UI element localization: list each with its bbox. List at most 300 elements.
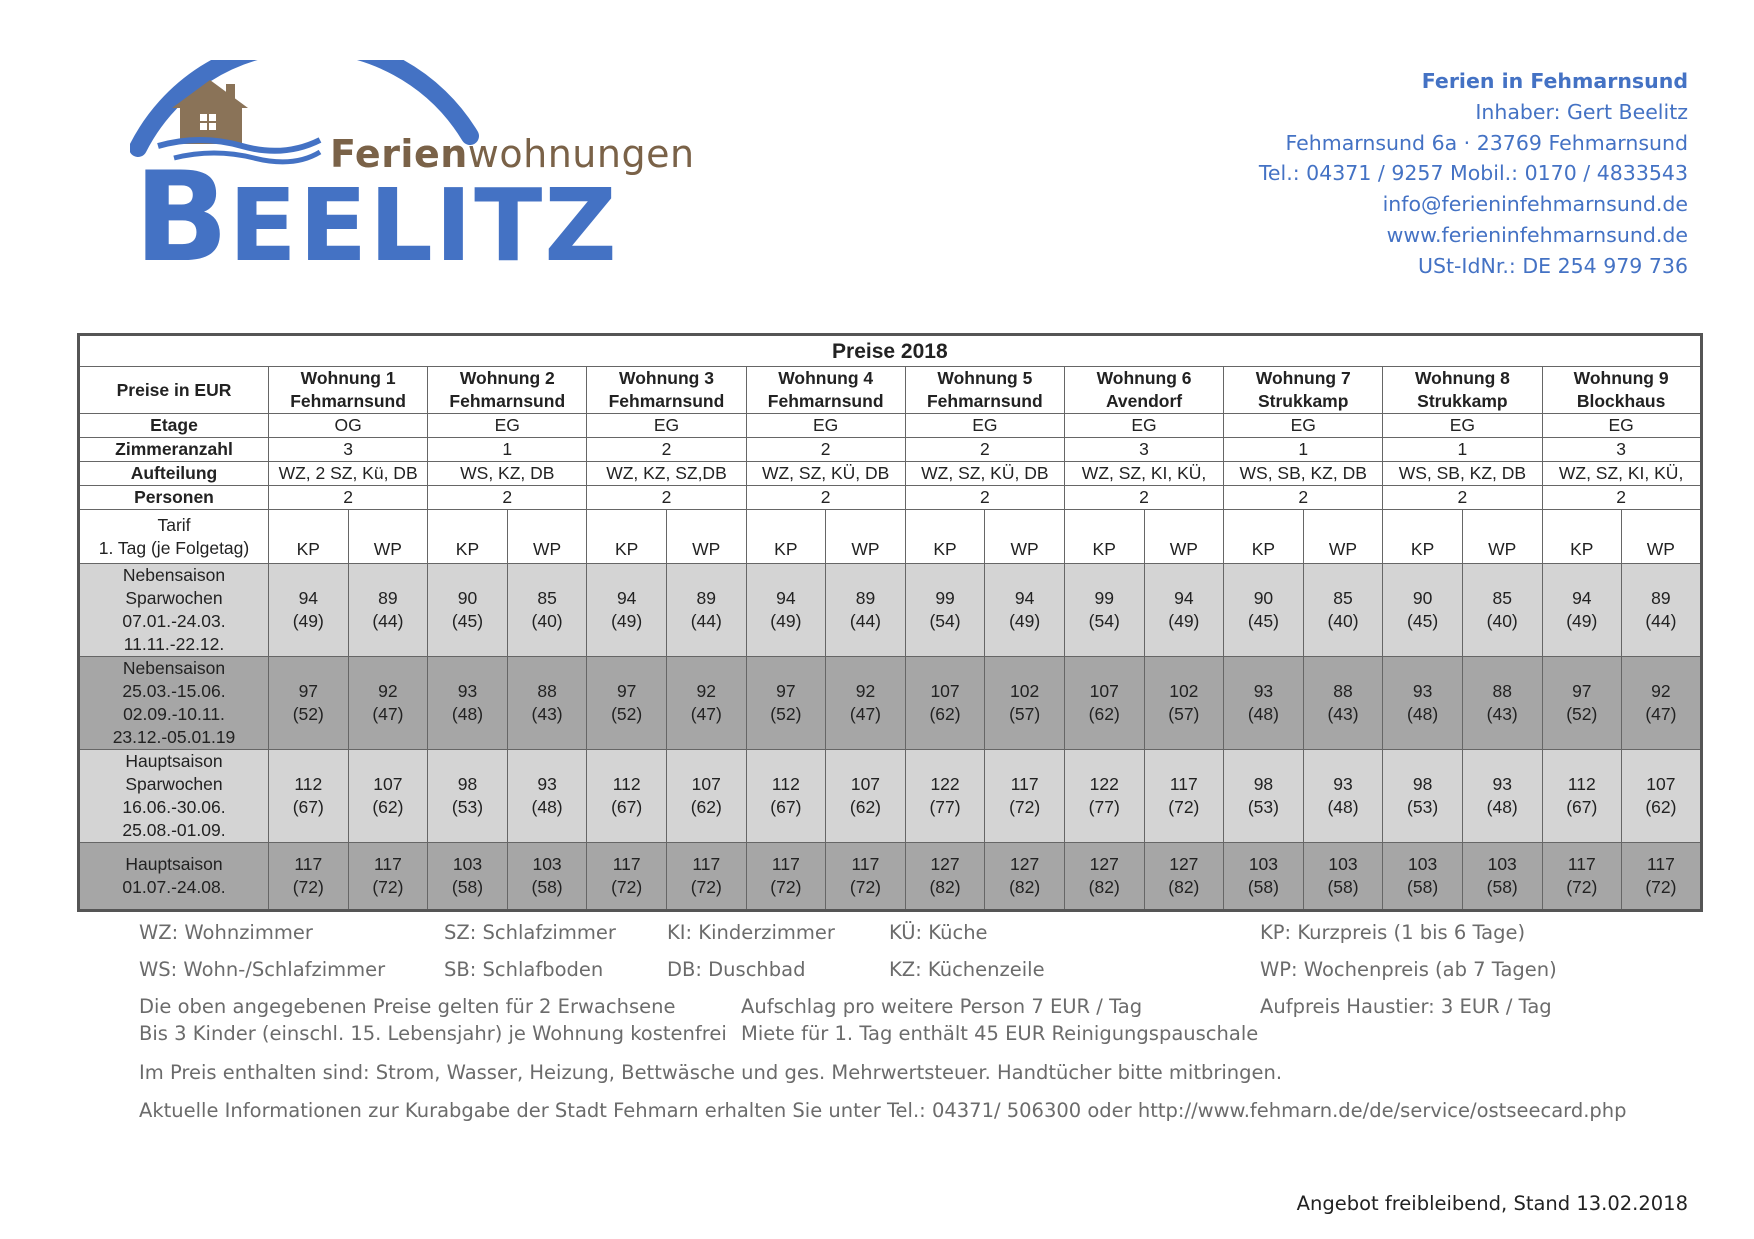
price-next-day: (77) bbox=[1088, 797, 1120, 817]
price-next-day: (53) bbox=[1247, 797, 1279, 817]
price-cell bbox=[985, 843, 1065, 911]
price-next-day: (40) bbox=[1327, 611, 1359, 631]
apartment-header bbox=[1542, 367, 1701, 414]
price-first-day: 117 bbox=[373, 854, 402, 874]
contact-block bbox=[1259, 66, 1688, 282]
season-row bbox=[79, 657, 1702, 750]
price-first-day: 103 bbox=[1487, 854, 1517, 874]
tarif-wp: WP bbox=[507, 510, 587, 564]
price-cell bbox=[1622, 750, 1702, 843]
price-cell bbox=[587, 843, 667, 911]
price-first-day: 93 bbox=[1253, 681, 1274, 701]
price-next-day: (40) bbox=[531, 611, 563, 631]
price-cell bbox=[348, 564, 428, 657]
price-first-day: 99 bbox=[1094, 588, 1114, 608]
price-first-day: 112 bbox=[612, 774, 641, 794]
row-label-zimmer: Zimmeranzahl bbox=[79, 438, 269, 462]
price-cell bbox=[269, 657, 349, 750]
price-next-day: (82) bbox=[1009, 877, 1041, 897]
price-next-day: (72) bbox=[849, 877, 882, 897]
price-cell bbox=[507, 657, 587, 750]
corner-label: Preise in EUR bbox=[79, 367, 269, 414]
price-next-day: (44) bbox=[690, 611, 722, 631]
price-next-day: (52) bbox=[770, 704, 802, 724]
note-pet: Aufpreis Haustier: 3 EUR / Tag bbox=[1260, 995, 1552, 1018]
apartment-header bbox=[428, 367, 587, 414]
season-label-line: Hauptsaison bbox=[125, 751, 223, 771]
price-first-day: 89 bbox=[696, 588, 716, 608]
legend-sb: SB: Schlafboden bbox=[444, 958, 604, 981]
price-cell bbox=[587, 564, 667, 657]
price-first-day: 92 bbox=[855, 681, 876, 701]
apartment-name: Wohnung 3 bbox=[619, 368, 714, 388]
logo-subtitle: Ferienwohnungen bbox=[330, 132, 695, 176]
price-cell bbox=[826, 843, 906, 911]
price-next-day: (49) bbox=[1168, 611, 1200, 631]
price-cell bbox=[428, 564, 508, 657]
season-label bbox=[79, 843, 269, 911]
company-logo bbox=[130, 60, 695, 290]
contact-email[interactable]: info@ferieninfehmarnsund.de bbox=[1382, 192, 1688, 217]
price-first-day: 89 bbox=[378, 588, 398, 608]
price-cell bbox=[1303, 750, 1383, 843]
legend-wp: WP: Wochenpreis (ab 7 Tagen) bbox=[1260, 958, 1557, 981]
price-next-day: (72) bbox=[690, 877, 722, 897]
price-first-day: 97 bbox=[776, 681, 796, 701]
cell-zimmer: 3 bbox=[269, 438, 428, 462]
price-cell bbox=[746, 843, 826, 911]
price-next-day: (45) bbox=[451, 611, 484, 631]
price-first-day: 122 bbox=[930, 774, 960, 794]
tarif-kp: KP bbox=[1383, 510, 1463, 564]
price-next-day: (72) bbox=[1645, 877, 1677, 897]
price-next-day: (67) bbox=[770, 797, 802, 817]
note-included: Im Preis enthalten sind: Strom, Wasser, Heizung, Bettwäsche und ges. Mehrwertsteuer. Handtücher bitte mitbringen. bbox=[139, 1061, 1283, 1084]
price-next-day: (43) bbox=[1327, 704, 1359, 724]
price-cell bbox=[1224, 564, 1304, 657]
price-cell bbox=[1383, 843, 1463, 911]
price-next-day: (49) bbox=[1566, 611, 1598, 631]
apartment-name: Wohnung 2 bbox=[459, 368, 555, 388]
tarif-kp: KP bbox=[1542, 510, 1622, 564]
price-first-day: 88 bbox=[537, 681, 557, 701]
price-next-day: (67) bbox=[292, 797, 324, 817]
price-cell bbox=[1303, 843, 1383, 911]
cell-etage: EG bbox=[587, 414, 746, 438]
apartment-name: Wohnung 6 bbox=[1096, 368, 1192, 388]
price-first-day: 117 bbox=[612, 854, 641, 874]
price-cell bbox=[985, 564, 1065, 657]
tarif-wp: WP bbox=[1144, 510, 1224, 564]
price-next-day: (72) bbox=[770, 877, 802, 897]
price-first-day: 92 bbox=[378, 681, 398, 701]
price-first-day: 89 bbox=[1651, 588, 1671, 608]
price-next-day: (53) bbox=[451, 797, 484, 817]
season-label-line: 25.08.-01.09. bbox=[122, 820, 226, 840]
season-label-line: 01.07.-24.08. bbox=[122, 877, 226, 897]
price-first-day: 93 bbox=[1333, 774, 1353, 794]
price-cell bbox=[746, 750, 826, 843]
price-first-day: 122 bbox=[1089, 774, 1119, 794]
price-first-day: 102 bbox=[1010, 681, 1040, 701]
price-first-day: 85 bbox=[537, 588, 557, 608]
tarif-wp: WP bbox=[1303, 510, 1383, 564]
cell-aufteilung: WZ, KZ, SZ,DB bbox=[587, 462, 746, 486]
price-cell bbox=[1462, 564, 1542, 657]
tarif-kp: KP bbox=[746, 510, 826, 564]
legend-ku: KÜ: Küche bbox=[889, 921, 988, 944]
apartment-location: Blockhaus bbox=[1576, 391, 1666, 411]
price-cell bbox=[826, 750, 906, 843]
price-first-day: 127 bbox=[1089, 854, 1119, 874]
price-cell bbox=[1622, 564, 1702, 657]
price-first-day: 112 bbox=[771, 774, 800, 794]
price-cell bbox=[507, 843, 587, 911]
cell-zimmer: 1 bbox=[428, 438, 587, 462]
price-cell bbox=[1462, 843, 1542, 911]
price-next-day: (58) bbox=[1486, 877, 1518, 897]
price-first-day: 92 bbox=[1651, 681, 1671, 701]
price-cell bbox=[905, 750, 985, 843]
apartment-location: Fehmarnsund bbox=[926, 391, 1043, 411]
apartment-location: Strukkamp bbox=[1417, 391, 1508, 411]
cell-etage: EG bbox=[1224, 414, 1383, 438]
price-next-day: (62) bbox=[1088, 704, 1120, 724]
price-cell bbox=[1064, 843, 1144, 911]
price-first-day: 117 bbox=[771, 854, 800, 874]
tarif-kp: KP bbox=[1064, 510, 1144, 564]
price-cell bbox=[1462, 750, 1542, 843]
price-cell bbox=[1144, 750, 1224, 843]
price-first-day: 85 bbox=[1492, 588, 1512, 608]
season-label-line: 23.12.-05.01.19 bbox=[112, 727, 236, 747]
apartment-name: Wohnung 8 bbox=[1414, 368, 1510, 388]
price-next-day: (44) bbox=[849, 611, 882, 631]
price-cell bbox=[428, 843, 508, 911]
note-adults: Die oben angegebenen Preise gelten für 2 Erwachsene bbox=[139, 995, 676, 1018]
apartment-header bbox=[1064, 367, 1223, 414]
cell-aufteilung: WZ, SZ, KI, KÜ, bbox=[1064, 462, 1223, 486]
cell-aufteilung: WZ, 2 SZ, Kü, DB bbox=[269, 462, 428, 486]
price-cell bbox=[1542, 564, 1622, 657]
season-label-line: Sparwochen bbox=[125, 588, 223, 608]
price-first-day: 94 bbox=[1174, 588, 1194, 608]
price-cell bbox=[348, 657, 428, 750]
price-cell bbox=[666, 657, 746, 750]
cell-etage: EG bbox=[746, 414, 905, 438]
price-first-day: 85 bbox=[1333, 588, 1353, 608]
contact-phone: Tel.: 04371 / 9257 Mobil.: 0170 / 4833543 bbox=[1258, 161, 1688, 186]
price-next-day: (53) bbox=[1407, 797, 1439, 817]
price-next-day: (54) bbox=[1088, 611, 1120, 631]
season-row bbox=[79, 564, 1702, 657]
cell-personen: 2 bbox=[1542, 486, 1701, 510]
price-first-day: 107 bbox=[373, 774, 403, 794]
price-first-day: 93 bbox=[1492, 774, 1512, 794]
price-first-day: 103 bbox=[1408, 854, 1438, 874]
price-first-day: 112 bbox=[1567, 774, 1596, 794]
footer-note: Angebot freibleibend, Stand 13.02.2018 bbox=[1296, 1192, 1688, 1215]
price-next-day: (58) bbox=[1247, 877, 1279, 897]
price-first-day: 94 bbox=[616, 588, 637, 608]
apartment-name: Wohnung 9 bbox=[1573, 368, 1669, 388]
cell-personen: 2 bbox=[1224, 486, 1383, 510]
price-cell bbox=[1144, 657, 1224, 750]
price-next-day: (47) bbox=[690, 704, 722, 724]
price-first-day: 117 bbox=[1010, 774, 1039, 794]
legend-ki: KI: Kinderzimmer bbox=[667, 921, 835, 944]
row-label-aufteilung: Aufteilung bbox=[79, 462, 269, 486]
price-cell bbox=[587, 657, 667, 750]
apartment-location: Fehmarnsund bbox=[608, 391, 725, 411]
price-cell bbox=[269, 843, 349, 911]
tarif-kp: KP bbox=[269, 510, 349, 564]
price-cell bbox=[1303, 657, 1383, 750]
price-first-day: 117 bbox=[1169, 774, 1198, 794]
price-cell bbox=[826, 657, 906, 750]
season-label-line: 07.01.-24.03. bbox=[122, 611, 226, 631]
price-next-day: (72) bbox=[1566, 877, 1598, 897]
price-next-day: (48) bbox=[531, 797, 563, 817]
price-cell bbox=[1224, 750, 1304, 843]
apartment-location: Avendorf bbox=[1105, 391, 1183, 411]
cell-aufteilung: WZ, SZ, KI, KÜ, bbox=[1542, 462, 1701, 486]
price-first-day: 103 bbox=[1248, 854, 1279, 874]
price-first-day: 94 bbox=[1014, 588, 1035, 608]
price-next-day: (82) bbox=[1168, 877, 1200, 897]
apartment-header bbox=[746, 367, 905, 414]
price-next-day: (44) bbox=[1645, 611, 1677, 631]
price-cell bbox=[1064, 564, 1144, 657]
season-label-line: 11.11.-22.12. bbox=[123, 634, 225, 654]
cell-etage: OG bbox=[269, 414, 428, 438]
price-next-day: (62) bbox=[849, 797, 882, 817]
cell-zimmer: 2 bbox=[587, 438, 746, 462]
contact-web[interactable]: www.ferieninfehmarnsund.de bbox=[1386, 222, 1688, 247]
price-next-day: (47) bbox=[372, 704, 404, 724]
price-cell bbox=[1622, 657, 1702, 750]
price-next-day: (72) bbox=[611, 877, 643, 897]
price-cell bbox=[746, 657, 826, 750]
price-cell bbox=[1144, 843, 1224, 911]
note-children: Bis 3 Kinder (einschl. 15. Lebensjahr) je Wohnung kostenfrei bbox=[139, 1022, 727, 1045]
price-first-day: 93 bbox=[457, 681, 478, 701]
tarif-wp: WP bbox=[1622, 510, 1702, 564]
price-next-day: (72) bbox=[292, 877, 324, 897]
legend-ws: WS: Wohn-/Schlafzimmer bbox=[139, 958, 386, 981]
cell-etage: EG bbox=[1064, 414, 1223, 438]
logo-wordmark: BEELITZ bbox=[134, 146, 619, 290]
price-next-day: (62) bbox=[929, 704, 961, 724]
price-cell bbox=[269, 564, 349, 657]
legend-kp: KP: Kurzpreis (1 bis 6 Tage) bbox=[1260, 921, 1526, 944]
price-cell bbox=[905, 564, 985, 657]
row-label-personen: Personen bbox=[79, 486, 269, 510]
apartment-name: Wohnung 1 bbox=[300, 368, 396, 388]
contact-name: Ferien in Fehmarnsund bbox=[1421, 69, 1688, 93]
tarif-wp: WP bbox=[348, 510, 428, 564]
cell-aufteilung: WZ, SZ, KÜ, DB bbox=[905, 462, 1064, 486]
price-first-day: 94 bbox=[1572, 588, 1592, 608]
price-next-day: (52) bbox=[292, 704, 324, 724]
price-first-day: 103 bbox=[532, 854, 562, 874]
tarif-wp: WP bbox=[1462, 510, 1542, 564]
price-table bbox=[77, 333, 1703, 912]
price-next-day: (45) bbox=[1407, 611, 1439, 631]
price-next-day: (52) bbox=[611, 704, 643, 724]
season-label bbox=[79, 657, 269, 750]
tarif-line-2: 1. Tag (je Folgetag) bbox=[98, 537, 250, 558]
legend-kz: KZ: Küchenzeile bbox=[889, 958, 1045, 981]
price-next-day: (40) bbox=[1486, 611, 1518, 631]
cell-zimmer: 2 bbox=[905, 438, 1064, 462]
price-first-day: 117 bbox=[1646, 854, 1675, 874]
note-kurabgabe: Aktuelle Informationen zur Kurabgabe der Stadt Fehmarn erhalten Sie unter Tel.: 04371/ 506300 oder http://www.fehmarn.de/de/service/ostseecard.php bbox=[139, 1099, 1627, 1122]
price-next-day: (67) bbox=[611, 797, 643, 817]
tarif-kp: KP bbox=[428, 510, 508, 564]
price-cell bbox=[905, 657, 985, 750]
cell-personen: 2 bbox=[1383, 486, 1542, 510]
price-first-day: 88 bbox=[1492, 681, 1512, 701]
season-label-line: 25.03.-15.06. bbox=[122, 681, 226, 701]
price-first-day: 90 bbox=[457, 588, 478, 608]
cell-personen: 2 bbox=[1064, 486, 1223, 510]
price-first-day: 98 bbox=[457, 774, 478, 794]
price-cell bbox=[1383, 750, 1463, 843]
tarif-line-1: Tarif bbox=[157, 514, 191, 535]
legend-wz: WZ: Wohnzimmer bbox=[139, 921, 313, 944]
price-cell bbox=[985, 750, 1065, 843]
apartment-location: Fehmarnsund bbox=[767, 391, 884, 411]
season-label-line: Nebensaison bbox=[122, 658, 226, 678]
price-next-day: (82) bbox=[929, 877, 961, 897]
price-cell bbox=[348, 750, 428, 843]
price-next-day: (48) bbox=[1327, 797, 1359, 817]
price-next-day: (43) bbox=[1486, 704, 1518, 724]
season-row bbox=[79, 750, 1702, 843]
price-next-day: (57) bbox=[1009, 704, 1041, 724]
price-cell bbox=[985, 657, 1065, 750]
price-cell bbox=[428, 750, 508, 843]
season-label bbox=[79, 564, 269, 657]
season-label-line: Hauptsaison bbox=[125, 854, 223, 874]
apartment-header bbox=[905, 367, 1064, 414]
price-cell bbox=[507, 564, 587, 657]
price-first-day: 98 bbox=[1253, 774, 1274, 794]
price-next-day: (47) bbox=[1645, 704, 1677, 724]
price-first-day: 103 bbox=[452, 854, 483, 874]
price-next-day: (82) bbox=[1088, 877, 1120, 897]
price-first-day: 117 bbox=[1567, 854, 1596, 874]
price-cell bbox=[269, 750, 349, 843]
contact-vat: USt-IdNr.: DE 254 979 736 bbox=[1417, 253, 1688, 278]
tarif-wp: WP bbox=[826, 510, 906, 564]
price-next-day: (62) bbox=[1645, 797, 1677, 817]
price-cell bbox=[746, 564, 826, 657]
price-next-day: (67) bbox=[1566, 797, 1598, 817]
price-next-day: (49) bbox=[292, 611, 324, 631]
price-next-day: (43) bbox=[531, 704, 563, 724]
price-next-day: (62) bbox=[372, 797, 404, 817]
price-next-day: (48) bbox=[1407, 704, 1439, 724]
cell-zimmer: 3 bbox=[1064, 438, 1223, 462]
tarif-wp: WP bbox=[985, 510, 1065, 564]
row-label-tarif bbox=[79, 510, 269, 564]
price-cell bbox=[826, 564, 906, 657]
price-first-day: 99 bbox=[935, 588, 955, 608]
price-cell bbox=[1542, 657, 1622, 750]
price-next-day: (49) bbox=[770, 611, 802, 631]
apartment-name: Wohnung 4 bbox=[778, 368, 874, 388]
price-first-day: 107 bbox=[691, 774, 721, 794]
price-first-day: 88 bbox=[1333, 681, 1353, 701]
note-extra-person: Aufschlag pro weitere Person 7 EUR / Tag bbox=[741, 995, 1143, 1018]
price-first-day: 98 bbox=[1412, 774, 1433, 794]
price-next-day: (72) bbox=[372, 877, 404, 897]
price-first-day: 107 bbox=[930, 681, 960, 701]
price-first-day: 93 bbox=[537, 774, 557, 794]
price-first-day: 127 bbox=[930, 854, 960, 874]
price-first-day: 117 bbox=[692, 854, 721, 874]
price-cell bbox=[1064, 657, 1144, 750]
price-next-day: (48) bbox=[451, 704, 484, 724]
price-cell bbox=[905, 843, 985, 911]
tarif-kp: KP bbox=[905, 510, 985, 564]
contact-address: Fehmarnsund 6a · 23769 Fehmarnsund bbox=[1285, 130, 1688, 155]
cell-personen: 2 bbox=[905, 486, 1064, 510]
cell-personen: 2 bbox=[428, 486, 587, 510]
price-next-day: (57) bbox=[1168, 704, 1200, 724]
cell-zimmer: 1 bbox=[1224, 438, 1383, 462]
price-next-day: (54) bbox=[929, 611, 961, 631]
price-first-day: 103 bbox=[1328, 854, 1358, 874]
price-next-day: (45) bbox=[1247, 611, 1279, 631]
price-first-day: 90 bbox=[1253, 588, 1274, 608]
price-first-day: 92 bbox=[696, 681, 716, 701]
cell-personen: 2 bbox=[269, 486, 428, 510]
season-label-line: 16.06.-30.06. bbox=[122, 797, 226, 817]
price-next-day: (49) bbox=[1009, 611, 1041, 631]
table-title: Preise 2018 bbox=[79, 335, 1702, 367]
price-cell bbox=[1383, 564, 1463, 657]
price-first-day: 107 bbox=[850, 774, 881, 794]
price-first-day: 90 bbox=[1412, 588, 1433, 608]
price-cell bbox=[1542, 750, 1622, 843]
season-label-line: Sparwochen bbox=[125, 774, 223, 794]
price-cell bbox=[1224, 657, 1304, 750]
row-label-etage: Etage bbox=[79, 414, 269, 438]
price-first-day: 117 bbox=[294, 854, 323, 874]
apartment-location: Fehmarnsund bbox=[449, 391, 566, 411]
apartment-header bbox=[1224, 367, 1383, 414]
cell-aufteilung: WS, SB, KZ, DB bbox=[1383, 462, 1542, 486]
price-first-day: 107 bbox=[1646, 774, 1676, 794]
cell-zimmer: 1 bbox=[1383, 438, 1542, 462]
price-next-day: (48) bbox=[1486, 797, 1518, 817]
apartment-location: Strukkamp bbox=[1257, 391, 1349, 411]
cell-etage: EG bbox=[428, 414, 587, 438]
cell-personen: 2 bbox=[746, 486, 905, 510]
contact-owner: Inhaber: Gert Beelitz bbox=[1475, 99, 1688, 124]
cell-zimmer: 3 bbox=[1542, 438, 1701, 462]
price-next-day: (49) bbox=[611, 611, 643, 631]
price-next-day: (58) bbox=[531, 877, 563, 897]
price-cell bbox=[507, 750, 587, 843]
cell-etage: EG bbox=[1542, 414, 1701, 438]
note-cleaning: Miete für 1. Tag enthält 45 EUR Reinigungspauschale bbox=[741, 1022, 1259, 1045]
price-first-day: 89 bbox=[855, 588, 876, 608]
apartment-name: Wohnung 5 bbox=[937, 368, 1033, 388]
